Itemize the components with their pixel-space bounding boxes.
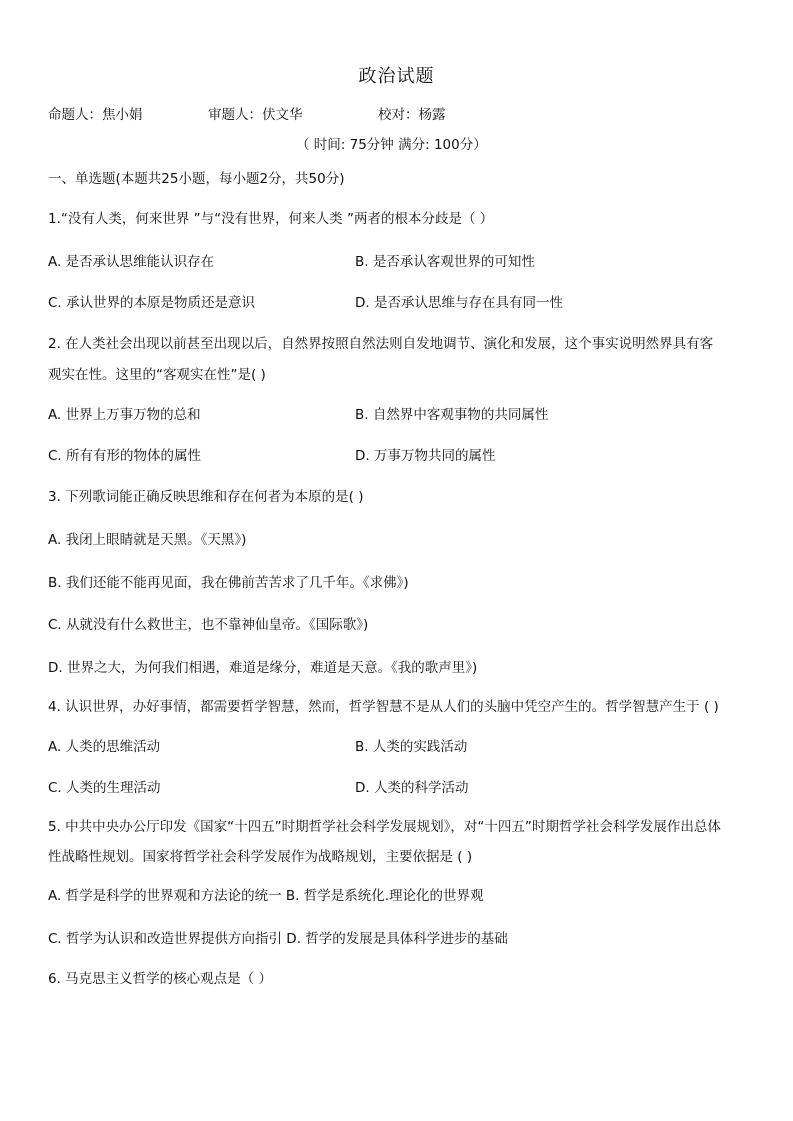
question-5-stem-line-1: 5. 中共中央办公厅印发《国家“十四五”时期哲学社会科学发展规划》，对“十四五”时期哲学社会科学发展作出总体 [48,819,721,835]
question-5-stem-line-2: 性战略性规划。国家将哲学社会科学发展作为战略规划，主要依据是 ( ) [48,849,473,865]
question-4-option-c: C. 人类的生理活动 [48,780,161,796]
question-2-stem-line-1: 2. 在人类社会出现以前甚至出现以后，自然界按照自然法则自发地调节、演化和发展，这个事实说明然界具有客 [48,336,714,352]
question-2-option-b: B. 自然界中客观事物的共同属性 [355,407,549,423]
question-6-stem: 6. 马克思主义哲学的核心观点是（ ） [48,971,272,987]
question-4-option-a: A. 人类的思维活动 [48,739,161,755]
question-2-option-c: C. 所有有形的物体的属性 [48,448,202,464]
question-setter: 命题人：焦小娟 [48,107,143,123]
question-5-options-cd: C. 哲学为认识和改造世界提供方向指引 D. 哲学的发展是具体科学进步的基础 [48,931,508,947]
question-1-option-c: C. 承认世界的本原是物质还是意识 [48,295,256,311]
section-heading: 一、单选题(本题共25小题，每小题2分，共50分) [48,171,345,187]
question-2-stem-line-2: 观实在性。这里的“客观实在性”是( ) [48,367,266,383]
question-3-option-b: B. 我们还能不能再见面，我在佛前苦苦求了几千年。《求佛》) [48,575,409,591]
question-3-option-a: A. 我闭上眼睛就是天黑。《天黑》) [48,532,247,548]
question-1-option-d: D. 是否承认思维与存在具有同一性 [355,295,563,311]
question-5-options-ab: A. 哲学是科学的世界观和方法论的统一 B. 哲学是系统化.理论化的世界观 [48,888,484,904]
question-1-option-a: A. 是否承认思维能认识存在 [48,254,215,270]
exam-title: 政治试题 [358,66,435,87]
reviewer: 审题人：伏文华 [208,107,303,123]
proofreader: 校对：杨露 [378,107,446,123]
question-3-option-d: D. 世界之大，为何我们相遇，难道是缘分，难道是天意。《我的歌声里》) [48,660,478,676]
question-1-stem: 1.“没有人类，何来世界 ”与“没有世界，何来人类 ”两者的根本分歧是（ ） [48,211,494,227]
question-2-option-d: D. 万事万物共同的属性 [355,448,496,464]
question-4-stem: 4. 认识世界，办好事情，都需要哲学智慧，然而，哲学智慧不是从人们的头脑中凭空产生的。哲学智慧产生于 ( ) [48,699,719,715]
time-and-score: （ 时间: 75分钟 满分: 100分） [296,137,487,153]
question-3-stem: 3. 下列歌词能正确反映思维和存在何者为本原的是( ) [48,489,364,505]
question-3-option-c: C. 从就没有什么救世主，也不靠神仙皇帝。《国际歌》) [48,617,369,633]
question-4-option-b: B. 人类的实践活动 [355,739,468,755]
question-2-option-a: A. 世界上万事万物的总和 [48,407,201,423]
question-4-option-d: D. 人类的科学活动 [355,780,469,796]
question-1-option-b: B. 是否承认客观世界的可知性 [355,254,535,270]
